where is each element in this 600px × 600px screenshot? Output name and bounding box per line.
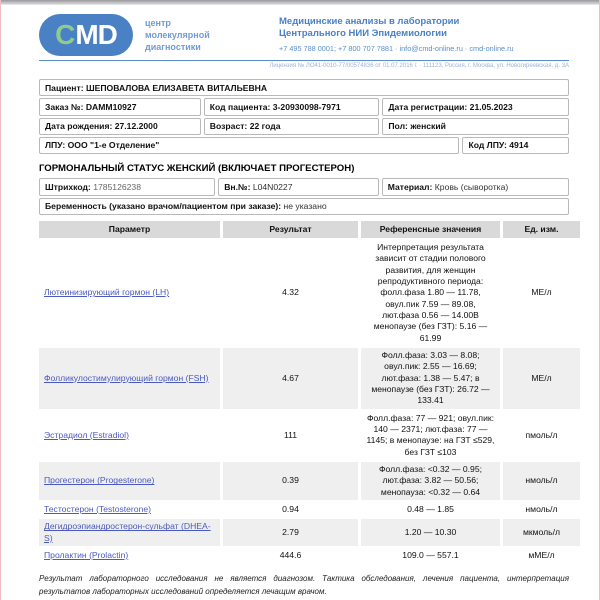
material-cell: Материал: Кровь (сыворотка) [382,178,569,195]
ref-cell: 1.20 — 10.30 [361,519,500,546]
cmd-logo [39,14,133,56]
order-row [39,98,569,115]
patient-info-table [39,79,569,154]
sex-cell: Пол: женский [382,118,569,135]
ref-cell: Фолл.фаза: 3.03 — 8.08; овул.пик: 2.55 — 16.69; лют.фаза: 1.38 — 5.47; в менопаузе (без ГЗТ): 26.72 — 133.41 [361,348,500,409]
test-title: ГОРМОНАЛЬНЫЙ СТАТУС ЖЕНСКИЙ (ВКЛЮЧАЕТ ПРОГЕСТЕРОН) [39,163,355,175]
ref-cell: Фолл.фаза: <0.32 — 0.95; лют.фаза: 3.82 — 50.56; менопауза: <0.32 — 0.64 [361,462,500,500]
param-link[interactable]: Фолликулостимулирующий гормон (FSH) [44,372,209,383]
param-link[interactable]: Тестостерон (Testosterone) [44,504,151,515]
pregnancy-row [39,198,569,215]
patient-code-cell: Код пациента: 3-20930098-7971 [204,98,380,115]
patient-name-cell: Пациент: ШЕПОВАЛОВА ЕЛИЗАВЕТА ВИТАЛЬЕВНА [39,79,569,96]
barcode-cell: Штрихкод: 1785126238 [39,178,215,195]
unit-cell: пмоль/л [525,429,558,440]
logo-caption: центр молекулярной диагностики [145,18,210,53]
row-progesterone [39,462,580,500]
report-header [39,14,569,56]
ref-cell: Интерпретация результата зависит от стадии полового развития, для женщин репродуктивного периода: фолл.фаза 1.80 — 11.78, овул.пик 7.59 — 89.08, лют.фаза 0.56 — 14.00В менопаузе (без ГЗТ): 5.16 — 61.99 [373,241,488,343]
row-dhea-s [39,519,580,546]
ref-cell: 109.0 — 557.1 [402,550,459,561]
window-top-bar [1,0,599,5]
row-prolactin [39,548,580,563]
pregnancy-cell: Беременность (указано врачом/пациентом при заказе): не указано [39,198,569,215]
row-estradiol [39,411,580,460]
col-result: Результат [223,221,358,238]
param-link[interactable]: Прогестерон (Progesterone) [44,475,155,486]
col-unit: Ед. изм. [503,221,580,238]
age-cell: Возраст: 22 года [204,118,380,135]
lpu-code-cell: Код ЛПУ: 4914 [462,137,569,154]
unit-cell: МЕ/л [503,348,580,409]
lab-contacts: +7 495 788 0001; +7 800 707 7881 · info@cmd-online.ru · cmd-online.ru [279,43,514,53]
param-cell [39,502,220,517]
header-divider [39,60,569,61]
lpu-cell: ЛПУ: ООО "1-е Отделение" [39,137,459,154]
specimen-meta [39,178,569,215]
result-cell: 111 [283,429,298,440]
param-link[interactable]: Лютеинизирующий гормон (LH) [44,287,170,298]
barcode-row [39,178,569,195]
order-cell: Заказ №: DAMM10927 [39,98,201,115]
ref-cell: 0.48 — 1.85 [407,504,454,515]
unit-cell: нмоль/л [525,504,558,515]
row-fsh [39,348,580,409]
patient-row [39,79,569,96]
result-cell: 4.67 [223,348,358,409]
param-link[interactable]: Дегидроэпиандростерон-сульфат (DHEA-S) [44,521,211,543]
param-link[interactable]: Эстрадиол (Estradiol) [44,429,129,440]
registration-date-cell: Дата регистрации: 21.05.2023 [382,98,569,115]
birth-row [39,118,569,135]
logo-letter-c: C [55,19,75,50]
unit-cell: МЕ/л [531,287,552,298]
logo-letters-md: MD [75,19,117,50]
param-cell [39,548,220,563]
param-cell [39,240,220,346]
unit-cell: нмоль/л [503,462,580,500]
results-header-row [39,221,580,238]
result-cell: 2.79 [223,519,358,546]
col-reference: Референсные значения [361,221,500,238]
result-cell: 0.94 [282,504,299,515]
result-cell: 4.32 [282,287,299,298]
param-link[interactable]: Пролактин (Prolactin) [44,550,129,561]
param-cell [39,462,220,500]
result-cell: 0.39 [223,462,358,500]
license-line: Лицензия № ЛО41-0010-77/00574836 от 01.07.2016 г. · 111123, Россия, г. Москва, ул. Новогиреевская, д. 3А [269,63,569,69]
internal-number-cell: Вн.№: L04N0227 [218,178,379,195]
ref-cell: Фолл.фаза: 77 — 921; овул.пик: 140 — 2371; лют.фаза: 77 — 1145; в менопаузе: на ГЗТ ≤529, без ГЗТ ≤103 [366,412,495,457]
param-cell [39,348,220,409]
param-cell [39,519,220,546]
row-testosterone [39,502,580,517]
lab-contact-block [279,14,569,56]
unit-cell: мМЕ/л [528,550,555,561]
lpu-row [39,137,569,154]
col-parameter: Параметр [39,221,220,238]
disclaimer-text: Результат лабораторного исследования не является диагнозом. Тактика обследования, лечения пациента, интерпретация результатов лабораторных исследований определяется лечащим врачом. [39,574,569,596]
result-cell: 444.6 [279,550,302,561]
unit-cell: мкмоль/л [503,519,580,546]
param-cell [39,411,220,460]
lab-title: Медицинские анализы в лаборатории Центрального НИИ Эпидемиологии [279,16,460,40]
row-lh [39,240,580,346]
results-table [36,219,583,566]
birth-date-cell: Дата рождения: 27.12.2000 [39,118,201,135]
